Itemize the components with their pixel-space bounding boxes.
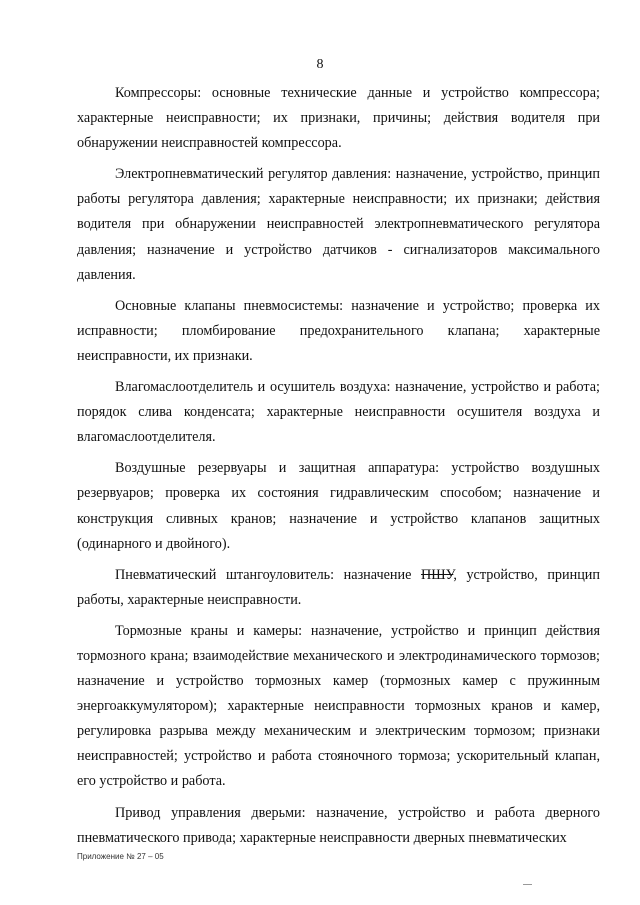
corner-mark [523, 884, 532, 885]
paragraph-pole-catcher-end: , устройство, принцип работы, характерные неисправности. [77, 566, 600, 608]
paragraph-pole-catcher-start: Пневматический штангоуловитель: назначение [115, 566, 422, 583]
struck-abbreviation: ПШУ [421, 566, 454, 583]
footer-appendix-label: Приложение № 27 – 05 [77, 852, 164, 861]
paragraph-valves: Основные клапаны пневмосистемы: назначение и устройство; проверка их исправности; пломбирование предохранительного клапана; характерные неисправности, их признаки. [77, 297, 600, 364]
page-number: 8 [316, 57, 324, 72]
paragraph-door-drive: Привод управления дверьми: назначение, устройство и работа дверного пневматического привода; характерные неисправности дверных пневматических [77, 804, 600, 846]
paragraph-pole-catcher [77, 563, 600, 613]
paragraph-compressors: Компрессоры: основные технические данные и устройство компрессора; характерные неисправности; их признаки, причины; действия водителя при обнаружении неисправностей компрессора. [77, 85, 600, 152]
paragraph-air-dryer: Влагомаслоотделитель и осушитель воздуха: назначение, устройство и работа; порядок слива конденсата; характерные неисправности осушителя воздуха и влагомаслоотделителя. [77, 379, 600, 446]
paragraph-pressure-regulator: Электропневматический регулятор давления: назначение, устройство, принцип работы регулятора давления; характерные неисправности; их признаки; действия водителя при обнаружении неисправностей электропневматического регулятора давления; назначение и устройство датчиков - сигнализаторов максимального давления. [77, 166, 600, 283]
paragraph-brake-valves: Тормозные краны и камеры: назначение, устройство и принцип действия тормозного крана; взаимодействие механического и электродинамического тормозов; назначение и устройство тормозных камер (тормозных камер с пружинным энергоаккумулятором); характерные неисправности тормозных кранов и камер, регулировка разрыва между механическим и электрическим тормозом; признаки неисправностей; устройство и работа стояночного тормоза; ускорительный клапан, его устройство и работа. [77, 622, 600, 790]
document-body [77, 81, 600, 857]
paragraph-air-reservoirs: Воздушные резервуары и защитная аппаратура: устройство воздушных резервуаров; проверка их состояния гидравлическим способом; назначение и конструкция сливных кранов; назначение и устройство клапанов защитных (одинарного и двойного). [77, 460, 600, 552]
